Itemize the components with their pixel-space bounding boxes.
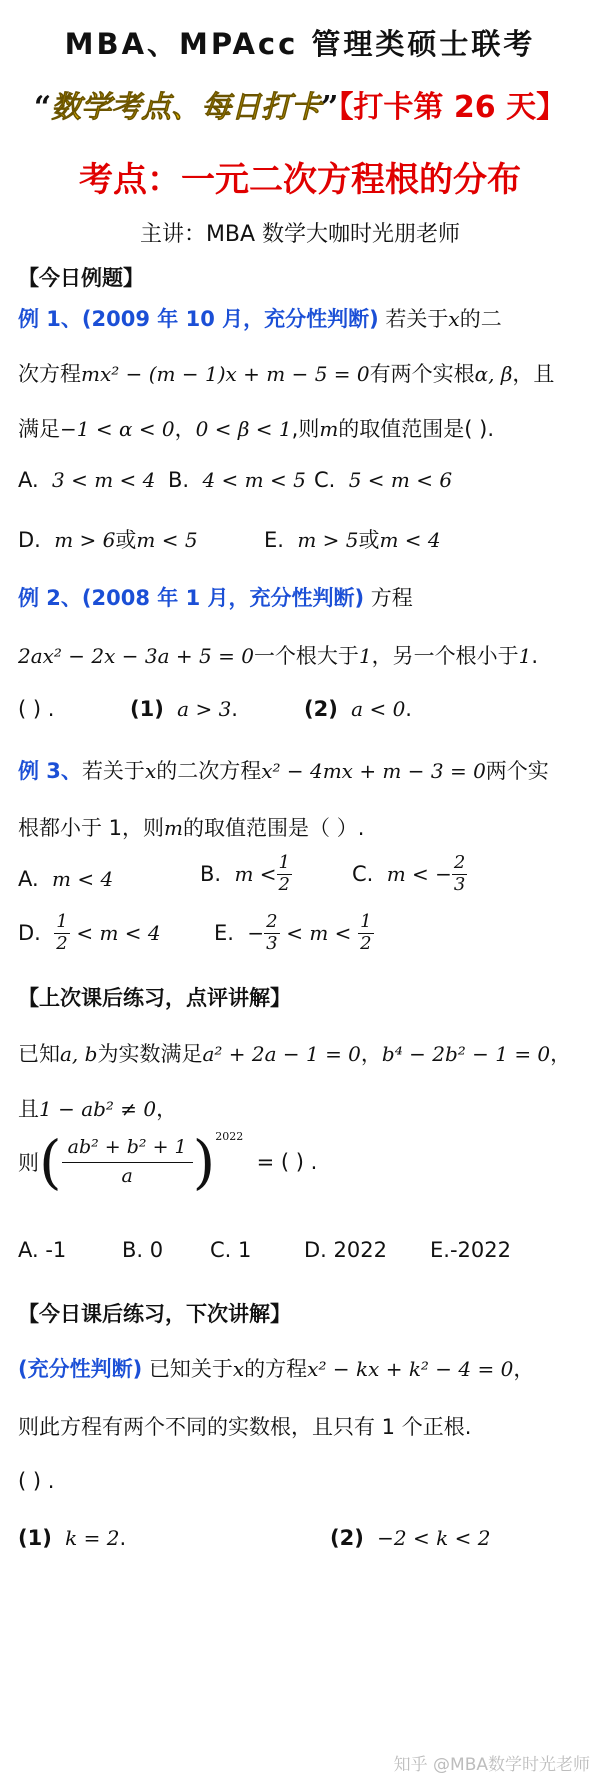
ex3-option-e: E. − $\frac{2}{3}$ < m < $\frac{1}{2}$ bbox=[214, 911, 372, 954]
ex2-tag: 例 2、(2008 年 1 月，充分性判断) bbox=[18, 586, 365, 610]
review-option-c: C. 1 bbox=[210, 1238, 252, 1262]
ex1-line2: 次方程mx² − (m − 1)x + m − 5 = 0有两个实根α, β，且 bbox=[18, 362, 555, 386]
homework-line2: 则此方程有两个不同的实数根，且只有 1 个正根. bbox=[18, 1415, 472, 1439]
homework-heading: 【今日课后练习，下次讲解】 bbox=[18, 1302, 291, 1326]
ex3-line2: 根都小于 1，则m的取值范围是（ ）. bbox=[18, 816, 365, 840]
fraction: $\frac{1}{2}$ bbox=[278, 852, 290, 895]
right-paren: ) bbox=[192, 1128, 216, 1196]
review-option-e: E.-2022 bbox=[430, 1238, 511, 1262]
review-line2: 且1 − ab² ≠ 0， bbox=[18, 1097, 178, 1121]
ex1-option-c: C. 5 < m < 6 bbox=[314, 468, 453, 492]
checkin-day-badge: 【打卡第 26 天】 bbox=[338, 90, 567, 125]
homework-line1: (充分性判断) 已知关于x的方程x² − kx + k² − 4 = 0， bbox=[18, 1357, 535, 1381]
ex2-condition-2: (2) a < 0. bbox=[304, 697, 412, 721]
homework-paren: ( ) . bbox=[18, 1469, 55, 1493]
ex3-option-a: A. m < 4 bbox=[18, 867, 114, 891]
ex3-option-c: C. m < − $\frac{2}{3}$ bbox=[352, 852, 466, 895]
ex3-option-d: D. $\frac{1}{2}$ < m < 4 bbox=[18, 911, 161, 954]
ex3-option-b: B. m < $\frac{1}{2}$ bbox=[200, 852, 290, 895]
ex3-equation: x² − 4mx + m − 3 = 0 bbox=[261, 759, 486, 783]
ex3-tag: 例 3、 bbox=[18, 759, 82, 783]
ex1-line1: 例 1、(2009 年 10 月，充分性判断) 若关于x的二 bbox=[18, 307, 502, 331]
slogan-quote-open: “ bbox=[33, 90, 52, 125]
watermark: 知乎 @MBA数学时光老师 bbox=[393, 1755, 590, 1775]
examples-heading: 【今日例题】 bbox=[18, 266, 144, 290]
review-expression: 则( $\frac{\text{ab² + b² + 1}}{a}$ )$^{2022}$ = ( ) . bbox=[18, 1128, 318, 1196]
ex1-equation: mx² − (m − 1)x + m − 5 = 0 bbox=[81, 362, 370, 386]
ex2-condition-1: (1) a > 3. bbox=[130, 697, 238, 721]
ex1-option-d: D. m > 6或m < 5 bbox=[18, 528, 198, 552]
lecturer-line: 主讲：MBA 数学大咖时光朋老师 bbox=[139, 222, 461, 247]
slogan-line bbox=[0, 82, 600, 126]
homework-condition-1: (1) k = 2. bbox=[18, 1526, 127, 1550]
review-heading: 【上次课后练习，点评讲解】 bbox=[18, 986, 291, 1010]
ex2-line1: 例 2、(2008 年 1 月，充分性判断) 方程 bbox=[18, 586, 413, 610]
fraction: $\frac{1}{2}$ bbox=[56, 911, 68, 954]
review-option-b: B. 0 bbox=[122, 1238, 164, 1262]
ex1-line3: 满足−1 < α < 0，0 < β < 1,则m的取值范围是( ). bbox=[18, 417, 495, 441]
ex1-option-e: E. m > 5或m < 4 bbox=[264, 528, 441, 552]
ex1-option-a: A. 3 < m < 4 bbox=[18, 468, 156, 492]
review-option-d: D. 2022 bbox=[304, 1238, 387, 1262]
slogan-quote-close: ” bbox=[321, 90, 339, 125]
left-paren: ( bbox=[39, 1128, 62, 1196]
ex3-options-row2 bbox=[18, 912, 586, 968]
ex3-line1: 例 3、若关于x的二次方程x² − 4mx + m − 3 = 0两个实 bbox=[18, 759, 549, 783]
fraction: $\frac{2}{3}$ bbox=[453, 852, 466, 895]
slogan-text: 数学考点、每日打卡 bbox=[51, 90, 322, 125]
ex1-tag: 例 1、(2009 年 10 月，充分性判断) bbox=[18, 307, 379, 331]
ex2-line2: 2ax² − 2x − 3a + 5 = 0一个根大于1，另一个根小于1. bbox=[18, 644, 539, 668]
ex2-equation: 2ax² − 2x − 3a + 5 = 0 bbox=[18, 644, 254, 668]
document-title: MBA、MPAcc 管理类硕士联考 bbox=[64, 27, 536, 61]
fraction: $\frac{\text{ab² + b² + 1}}{a}$ bbox=[62, 1137, 193, 1188]
homework-equation: x² − kx + k² − 4 = 0 bbox=[307, 1357, 514, 1381]
homework-tag: (充分性判断) bbox=[18, 1357, 143, 1381]
review-line1: 已知a, b为实数满足a² + 2a − 1 = 0，b⁴ − 2b² − 1 = 0， bbox=[18, 1042, 572, 1066]
review-option-a: A. -1 bbox=[18, 1238, 67, 1262]
homework-condition-2: (2) −2 < k < 2 bbox=[330, 1526, 491, 1550]
ex1-option-b: B. 4 < m < 5 bbox=[168, 468, 306, 492]
ex3-options-row1 bbox=[18, 853, 586, 909]
fraction: $\frac{2}{3}$ bbox=[266, 911, 278, 954]
topic-title: 考点：一元二次方程根的分布 bbox=[79, 160, 521, 200]
fraction: $\frac{1}{2}$ bbox=[360, 911, 372, 954]
